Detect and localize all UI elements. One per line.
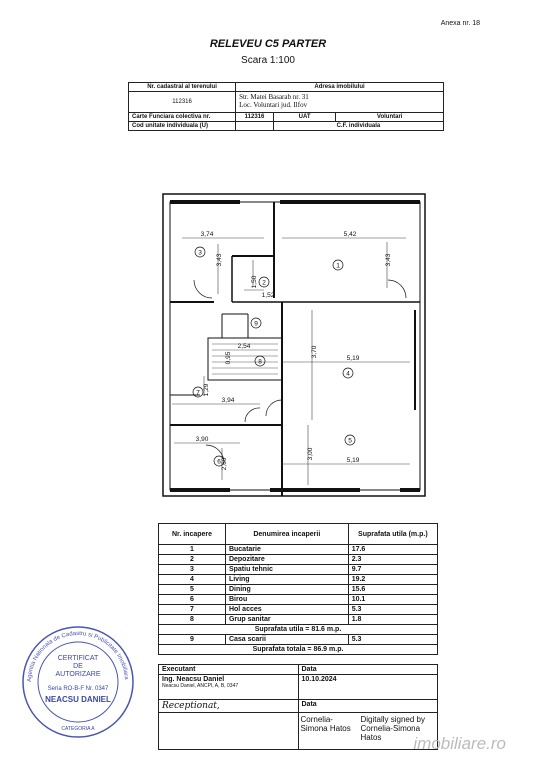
room-label-1: 1 [336, 262, 340, 270]
scale-label: Scara 1:100 [241, 55, 295, 66]
cf-label: Carte Funciara colectiva nr. [129, 113, 236, 122]
cadastral-label: Nr. cadastral al terenului [129, 83, 236, 92]
table-row [159, 555, 438, 565]
digital-sign-text: Digitally signed by Cornelia-Simona Hatos [360, 715, 425, 742]
executant-date: 10.10.2024 [298, 675, 438, 700]
watermark: imobiliare.ro [413, 734, 506, 753]
dim-152: 1,52 [261, 292, 275, 299]
useful-total: Suprafata utila = 81.6 m.p. [159, 625, 438, 635]
row-area: 10.1 [348, 595, 437, 605]
stamp-name: NEACSU DANIEL [45, 695, 111, 704]
stamp-serie: Seria RO-B-F Nr. 0347 [47, 686, 109, 692]
dim-260: 2,60 [221, 457, 228, 471]
row-name: Hol acces [225, 605, 348, 615]
uat-value: Voluntari [336, 113, 444, 122]
row-area: 2.3 [348, 555, 437, 565]
rooms-table [158, 523, 438, 655]
address-line-1: Str. Matei Basarab nr. 31 [239, 93, 309, 101]
outer-wall [163, 194, 425, 496]
property-info-table [128, 82, 444, 131]
row-area: 15.6 [348, 585, 437, 595]
row-nr: 5 [159, 585, 226, 595]
executant-label: Executant [159, 665, 299, 675]
row-area: 19.2 [348, 575, 437, 585]
dim-519-top: 5,19 [346, 355, 360, 362]
row-area: 17.6 [348, 545, 437, 555]
cf-value: 112316 [236, 113, 274, 122]
row-area: 1.8 [348, 615, 437, 625]
row-nr: 9 [159, 635, 226, 645]
room-label-4: 4 [346, 370, 350, 378]
dim-254: 2,54 [237, 343, 251, 350]
cf-individual-label: C.F. individuala [273, 122, 443, 131]
page-title: RELEVEU C5 PARTER [209, 38, 327, 50]
room-label-6: 6 [217, 458, 221, 466]
row-name: Depozitare [225, 555, 348, 565]
unit-code-label: Cod unitate individuala (U) [129, 122, 236, 131]
dim-370: 3,70 [311, 345, 318, 359]
row-nr: 7 [159, 605, 226, 615]
stamp-line-3: AUTORIZARE [55, 671, 101, 678]
row-nr: 3 [159, 565, 226, 575]
executant-cell [159, 675, 299, 700]
row-nr: 6 [159, 595, 226, 605]
annex-number: Anexa nr. 18 [440, 20, 480, 27]
row-name: Dining [225, 585, 348, 595]
col-name-header: Denumirea incaperii [225, 524, 348, 545]
col-area-header: Suprafata utila (m.p.) [348, 524, 437, 545]
row-name: Casa scarii [225, 635, 348, 645]
row-name: Birou [225, 595, 348, 605]
row-nr: 8 [159, 615, 226, 625]
executant-sub: Neacsu Daniel, ANCPI, A, B, 0347 [162, 683, 239, 689]
row-nr: 4 [159, 575, 226, 585]
grand-total: Suprafata totala = 86.9 m.p. [159, 645, 438, 655]
data-label: Data [298, 665, 438, 675]
stamp-line-2: DE [73, 663, 83, 670]
stamp-category: CATEGORIA A [61, 726, 95, 732]
data-label-2: Data [298, 700, 438, 713]
dim-300: 3,00 [307, 447, 314, 461]
room-label-7: 7 [196, 389, 200, 397]
cadastral-value: 112316 [129, 92, 236, 113]
dim-374: 3,74 [200, 231, 214, 238]
signature-table [158, 664, 438, 750]
dim-150: 1,50 [251, 275, 258, 289]
dim-129: 1,29 [203, 383, 210, 397]
authorization-stamp [18, 622, 138, 742]
table-row [159, 605, 438, 615]
stamp-ring-text: Agentia Nationala de Cadastru si Publicitate Imobiliara [26, 630, 129, 683]
dim-394: 3,94 [221, 397, 235, 404]
room-label-3: 3 [198, 249, 202, 257]
floor-plan [160, 190, 432, 502]
room-label-9: 9 [254, 320, 258, 328]
table-row [159, 545, 438, 555]
room-label-8: 8 [258, 358, 262, 366]
dim-343: 3,43 [385, 253, 392, 267]
room-label-2: 2 [262, 279, 266, 287]
table-row [159, 575, 438, 585]
row-name: Spatiu tehnic [225, 565, 348, 575]
table-row [159, 635, 438, 645]
row-name: Living [225, 575, 348, 585]
row-nr: 2 [159, 555, 226, 565]
address-value [236, 92, 444, 113]
dim-390: 3,90 [195, 436, 209, 443]
table-row [159, 585, 438, 595]
table-row [159, 565, 438, 575]
uat-label: UAT [273, 113, 335, 122]
room-label-5: 5 [348, 437, 352, 445]
unit-code-value [236, 122, 274, 131]
stamp-line-1: CERTIFICAT [57, 655, 99, 662]
row-name: Bucatarie [225, 545, 348, 555]
signer-name: Cornelia- Simona Hatos [300, 715, 351, 733]
address-label: Adresa imobilului [236, 83, 444, 92]
row-area: 5.3 [348, 635, 437, 645]
row-name: Grup sanitar [225, 615, 348, 625]
receptionat-label: Receptionat, [159, 700, 299, 713]
dim-370-small: 3,43 [216, 253, 223, 267]
table-row [159, 615, 438, 625]
row-area: 9.7 [348, 565, 437, 575]
row-nr: 1 [159, 545, 226, 555]
dim-542: 5,42 [343, 231, 357, 238]
dim-519-bottom: 5,19 [346, 457, 360, 464]
col-nr-header: Nr. incapere [159, 524, 226, 545]
address-line-2: Loc. Voluntari jud. Ilfov [239, 101, 308, 109]
executant-name: Ing. Neacsu Daniel [162, 676, 225, 683]
dim-095: 0,95 [225, 351, 232, 365]
table-row [159, 595, 438, 605]
row-area: 5.3 [348, 605, 437, 615]
